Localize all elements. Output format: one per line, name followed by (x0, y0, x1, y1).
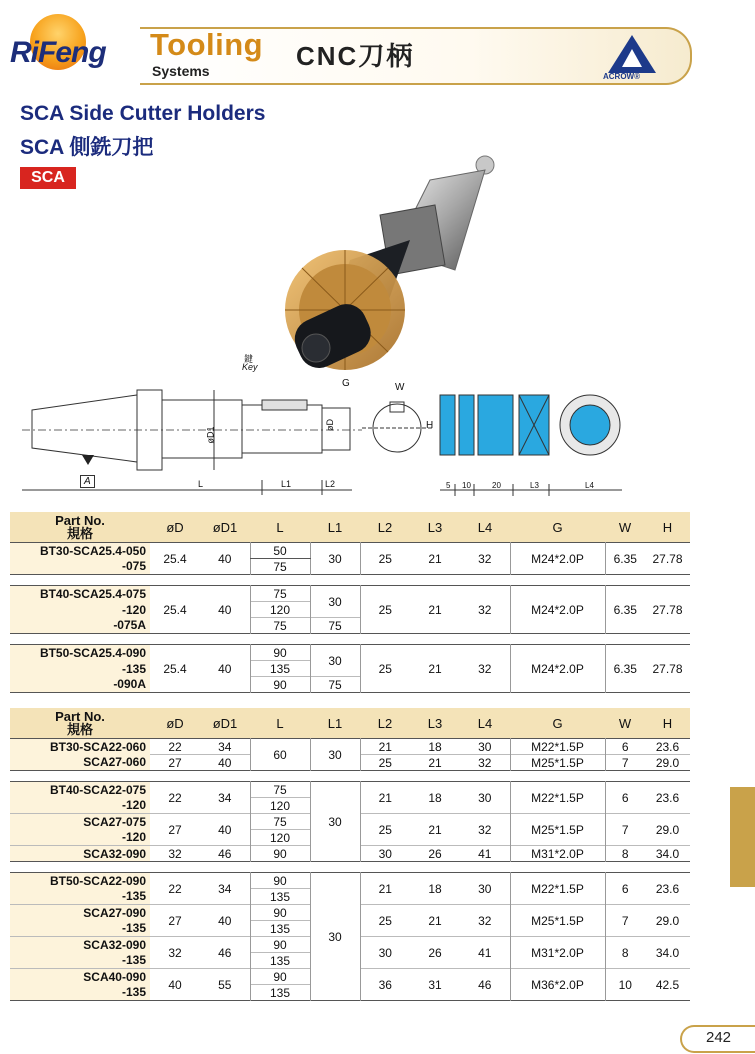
cell: 21 (410, 755, 460, 771)
cell: 120 (250, 830, 310, 846)
cell: 29.0 (645, 905, 690, 937)
cnc-title: CNC刀柄 (296, 41, 415, 71)
cell: 21 (410, 814, 460, 846)
cell: 25 (360, 586, 410, 634)
cell: M31*2.0P (510, 846, 605, 862)
cell: 21 (360, 873, 410, 905)
cell: 27 (150, 755, 200, 771)
cell: 8 (605, 846, 645, 862)
cell: M36*2.0P (510, 969, 605, 1001)
col-header: W (605, 708, 645, 739)
part-no-cell: SCA27-060 (10, 755, 150, 771)
part-no-cell: -120 (10, 602, 150, 618)
part-no-cell: SCA27-090 (10, 905, 150, 921)
part-no-cell: BT40-SCA22-075 (10, 782, 150, 798)
col-header: L (250, 512, 310, 543)
cell: 32 (460, 755, 510, 771)
cell: 30 (310, 782, 360, 862)
cell: 30 (310, 645, 360, 677)
table-row (10, 782, 690, 798)
cell: 90 (250, 677, 310, 693)
col-header: L4 (460, 512, 510, 543)
d1-label: øD1 (205, 426, 216, 444)
cell: 27.78 (652, 661, 683, 676)
cell: 30 (478, 739, 492, 754)
col-header: L3 (410, 512, 460, 543)
a-label: A (80, 475, 95, 488)
cell: 30 (478, 790, 492, 805)
part-no-cell: SCA32-090 (10, 937, 150, 953)
table-row (10, 543, 690, 559)
cell: 25 (360, 905, 410, 937)
cell: 21 (360, 739, 410, 755)
cell: 18 (428, 790, 442, 805)
col-header: øD1 (200, 512, 250, 543)
cell: 22 (168, 881, 182, 896)
l1-label: L1 (281, 479, 292, 489)
col-header: L (250, 708, 310, 739)
col-header: L3 (410, 708, 460, 739)
cell: 30 (310, 543, 360, 575)
page-title-en: SCA Side Cutter Holders (20, 102, 266, 125)
part-no-cell: BT30-SCA22-060 (10, 739, 150, 755)
cell: 29.0 (645, 755, 690, 771)
table-row (10, 645, 690, 661)
col-header: øD1 (200, 708, 250, 739)
part-no-cell: -090A (10, 677, 150, 693)
cell: 30 (310, 873, 360, 1001)
cell: 22 (168, 790, 182, 805)
cell: 135 (250, 661, 310, 677)
cell: 30 (360, 937, 410, 969)
cell: 6.35 (605, 645, 645, 693)
cell: 25 (360, 543, 410, 575)
part-no-header: Part No. 規格 (10, 512, 150, 543)
cell: 25 (360, 755, 410, 771)
cell: 7 (605, 814, 645, 846)
sca-badge: SCA (20, 167, 76, 189)
col-header: G (510, 708, 605, 739)
cell: 75 (250, 559, 310, 575)
cell: 32 (478, 551, 492, 566)
cell: 40 (200, 814, 250, 846)
cell: 27 (150, 905, 200, 937)
cell: 7 (605, 755, 645, 771)
cell: 30 (360, 846, 410, 862)
cell: 90 (250, 873, 310, 889)
cell: 23.6 (655, 881, 680, 896)
cell: 26 (410, 937, 460, 969)
cell: M24*2.0P (510, 586, 605, 634)
table-header-row (10, 512, 690, 543)
cell: 90 (250, 905, 310, 921)
cell: 60 (250, 739, 310, 771)
cell: M25*1.5P (510, 905, 605, 937)
cell: 135 (250, 985, 310, 1001)
col-header: øD (150, 708, 200, 739)
cell: 23.6 (655, 790, 680, 805)
cell: 34.0 (645, 846, 690, 862)
part-no-cell: SCA27-075 (10, 814, 150, 830)
cell: 75 (250, 618, 310, 634)
cell: 25.4 (163, 661, 187, 676)
cell: 25 (360, 645, 410, 693)
col-header: L4 (460, 708, 510, 739)
cell: 120 (250, 798, 310, 814)
cell: 135 (250, 921, 310, 937)
acrow-brand: ACROW® (603, 72, 640, 81)
cell: 29.0 (645, 814, 690, 846)
cell: 40 (218, 661, 232, 676)
cell: 18 (428, 739, 442, 754)
d-label: øD (325, 419, 335, 431)
tooling-title: Tooling (150, 27, 264, 62)
cell: 21 (428, 551, 442, 566)
cell: 90 (250, 645, 310, 661)
col-header: L1 (310, 512, 360, 543)
spec-table-22-40 (10, 708, 690, 1001)
cell: 34 (218, 881, 232, 896)
cell: 21 (360, 782, 410, 814)
brand-logo: RiFeng (10, 36, 106, 69)
cell: 41 (460, 846, 510, 862)
key-label: Key (242, 362, 258, 372)
cell: 46 (200, 846, 250, 862)
section-tab (730, 787, 755, 887)
part-no-cell: BT40-SCA25.4-075 (10, 586, 150, 602)
part-no-cell: -135 (10, 985, 150, 1001)
cell: 25.4 (163, 602, 187, 617)
cell: 8 (605, 937, 645, 969)
cell: 40 (150, 969, 200, 1001)
table-row (10, 873, 690, 889)
cell: 26 (410, 846, 460, 862)
dim-10: 10 (462, 481, 471, 490)
cell: 27.78 (652, 602, 683, 617)
col-header: L2 (360, 708, 410, 739)
cell: 90 (250, 937, 310, 953)
cell: 41 (460, 937, 510, 969)
part-no-cell: -135 (10, 953, 150, 969)
cell: 6 (605, 782, 645, 814)
col-header: W (605, 512, 645, 543)
l-label: L (198, 479, 204, 489)
cell: 30 (478, 881, 492, 896)
l3-label: L3 (530, 481, 539, 490)
cell: 75 (250, 814, 310, 830)
part-no-cell: -135 (10, 921, 150, 937)
part-no-cell: -135 (10, 661, 150, 677)
cell: M22*1.5P (510, 782, 605, 814)
cell: 40 (218, 551, 232, 566)
cell: 21 (428, 661, 442, 676)
cell: 75 (310, 677, 360, 693)
cell: 27.78 (652, 551, 683, 566)
cell: 90 (250, 969, 310, 985)
cell: 21 (428, 602, 442, 617)
product-photo (280, 150, 510, 375)
cell: 10 (605, 969, 645, 1001)
cell: 34.0 (645, 937, 690, 969)
spec-table-25-4 (10, 512, 690, 693)
cell: 32 (478, 602, 492, 617)
part-no-cell: SCA32-090 (10, 846, 150, 862)
cell: 18 (428, 881, 442, 896)
cell: 32 (478, 661, 492, 676)
table-header-row (10, 708, 690, 739)
part-no-cell: -120 (10, 830, 150, 846)
cell: 40 (200, 755, 250, 771)
cell: 75 (250, 586, 310, 602)
cell: M24*2.0P (510, 645, 605, 693)
cell: 25.4 (163, 551, 187, 566)
part-no-cell: BT50-SCA22-090 (10, 873, 150, 889)
w-label: W (395, 382, 405, 393)
part-no-cell: -075 (10, 559, 150, 575)
cell: 31 (410, 969, 460, 1001)
cell: 75 (250, 782, 310, 798)
part-no-header: Part No. 規格 (10, 708, 150, 739)
cell: 90 (250, 846, 310, 862)
cell: 23.6 (655, 739, 680, 754)
cell: 36 (360, 969, 410, 1001)
col-header: H (645, 708, 690, 739)
cell: 7 (605, 905, 645, 937)
cell: 21 (410, 905, 460, 937)
part-no-cell: SCA40-090 (10, 969, 150, 985)
dim-20: 20 (492, 481, 501, 490)
cell: 46 (460, 969, 510, 1001)
l2-label: L2 (325, 479, 336, 489)
l4-label: L4 (585, 481, 594, 490)
h-label: H (426, 420, 434, 431)
cell: 32 (150, 937, 200, 969)
cell: 6 (605, 739, 645, 755)
cell: 34 (218, 790, 232, 805)
key-label-cn: 鍵 (244, 354, 254, 364)
cell: M22*1.5P (510, 873, 605, 905)
cell: 135 (250, 889, 310, 905)
col-header: L2 (360, 512, 410, 543)
cell: 6.35 (605, 586, 645, 634)
cell: M31*2.0P (510, 937, 605, 969)
cell: M22*1.5P (510, 739, 605, 755)
cell: M25*1.5P (510, 755, 605, 771)
cell: 55 (200, 969, 250, 1001)
part-no-cell: -135 (10, 889, 150, 905)
cell: M25*1.5P (510, 814, 605, 846)
cell: 22 (168, 739, 182, 754)
cell: 30 (310, 739, 360, 771)
col-header: G (510, 512, 605, 543)
cell: 75 (310, 618, 360, 634)
cell: 50 (250, 543, 310, 559)
part-no-cell: BT30-SCA25.4-050 (10, 543, 150, 559)
cell: M24*2.0P (510, 543, 605, 575)
cell: 46 (200, 937, 250, 969)
part-no-cell: -120 (10, 798, 150, 814)
g-label: G (342, 378, 350, 389)
cell: 40 (200, 905, 250, 937)
cell: 32 (460, 905, 510, 937)
cell: 120 (250, 602, 310, 618)
dim-5: 5 (446, 481, 451, 490)
col-header: L1 (310, 708, 360, 739)
cell: 6 (605, 873, 645, 905)
systems-subtitle: Systems (152, 63, 210, 79)
cell: 42.5 (645, 969, 690, 1001)
table-row (10, 739, 690, 755)
cell: 25 (360, 814, 410, 846)
cell: 32 (150, 846, 200, 862)
cell: 135 (250, 953, 310, 969)
part-no-cell: -075A (10, 618, 150, 634)
cell: 30 (310, 586, 360, 618)
part-no-cell: BT50-SCA25.4-090 (10, 645, 150, 661)
cell: 6.35 (605, 543, 645, 575)
col-header: H (645, 512, 690, 543)
table-row (10, 586, 690, 602)
cell: 32 (460, 814, 510, 846)
cell: 40 (218, 602, 232, 617)
col-header: øD (150, 512, 200, 543)
page-number: 242 (706, 1029, 732, 1046)
cell: 34 (218, 739, 232, 754)
page-title-cn: SCA 側銑刀把 (20, 136, 154, 159)
cell: 27 (150, 814, 200, 846)
